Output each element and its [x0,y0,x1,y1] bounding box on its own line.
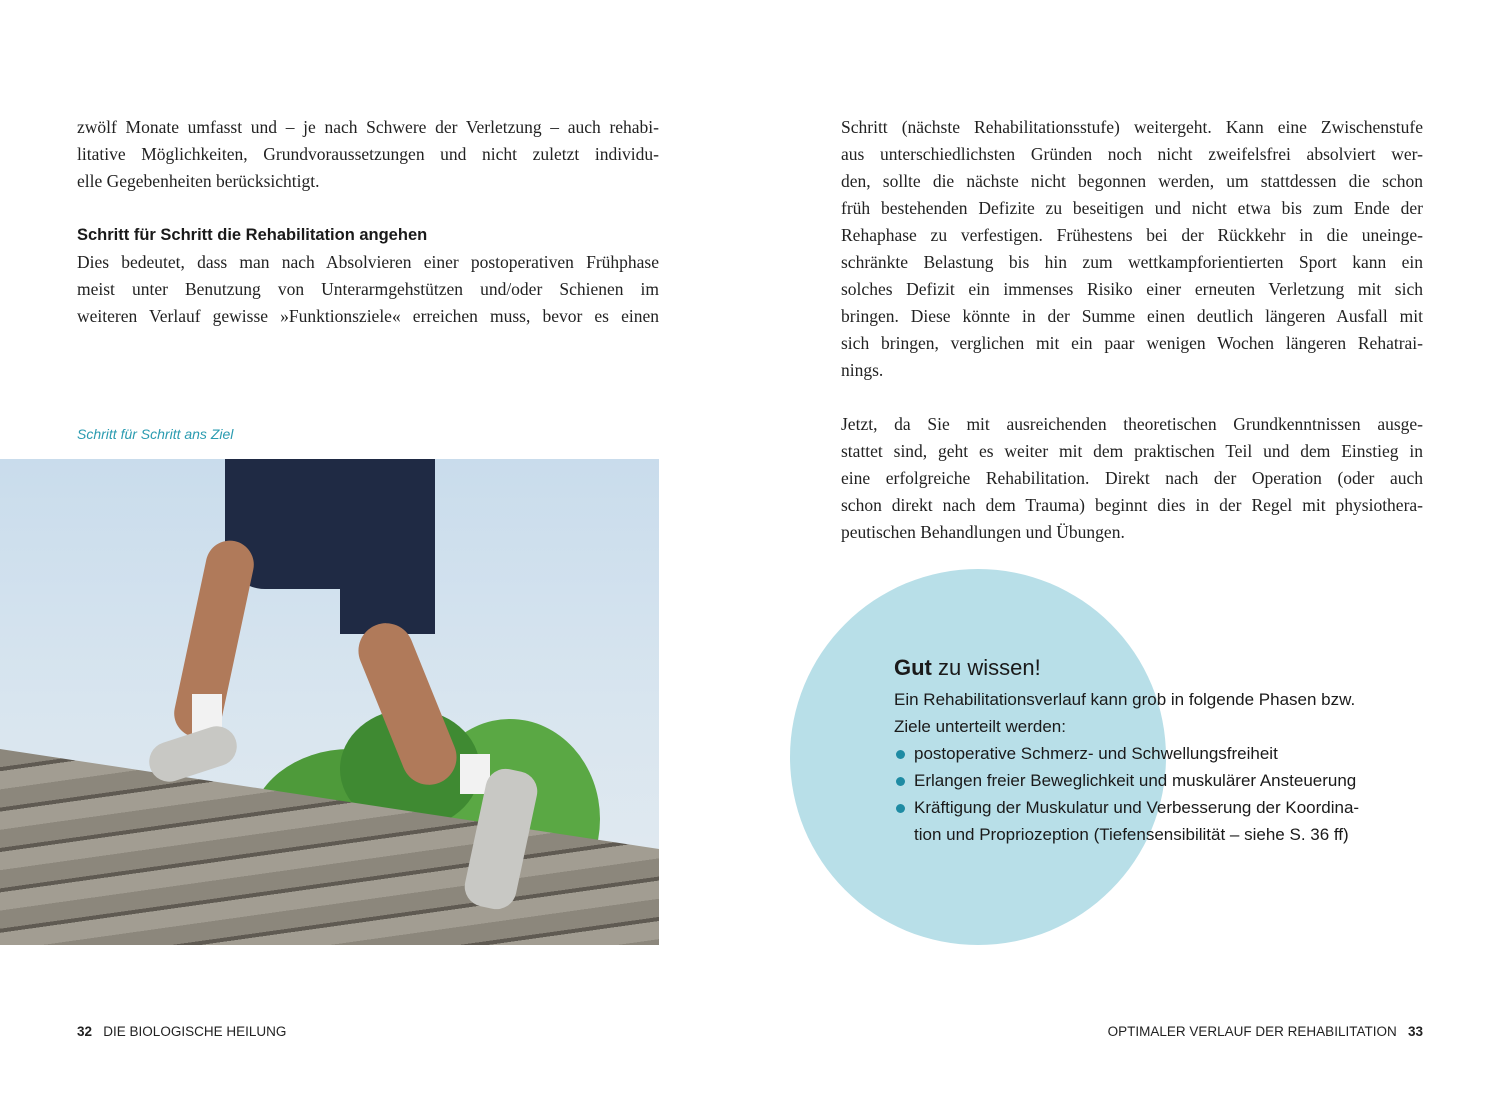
bullet-text: postoperative Schmerz- und Schwellungsfreiheit [914,744,1278,763]
text-line: eine erfolgreiche Rehabilitation. Direkt nach der Operation (oder auch [841,468,1423,488]
text-line: aus unterschiedlichsten Gründen noch nicht zweifelsfrei absolviert wer- [841,144,1423,164]
bullet-dot-icon [896,750,905,759]
text-line: sich bringen, verglichen mit ein paar wenigen Wochen längeren Rehatrai- [841,333,1423,353]
runner-on-stairs-photo [0,459,659,945]
info-box-intro: Ziele unterteilt werden: [894,717,1066,736]
text-line: elle Gegebenheiten berücksichtigt. [77,171,320,191]
bullet-text: Kräftigung der Muskulatur und Verbesserung der Koordina- [914,798,1360,817]
text-line: bringen. Diese könnte in der Summe einen deutlich längeren Ausfall mit [841,306,1423,326]
text-line: Jetzt, da Sie mit ausreichenden theoretischen Grundkenntnissen ausge- [841,414,1423,434]
running-head: DIE BIOLOGISCHE HEILUNG [103,1024,287,1039]
page-number: 33 [1407,1024,1423,1039]
bullet-item [894,767,1359,794]
page-number: 32 [77,1024,93,1039]
bullet-item [894,740,1359,767]
bullet-dot-icon [896,777,905,786]
bullet-text: tion und Propriozeption (Tiefensensibilität – siehe S. 36 ff) [914,825,1349,844]
running-head: OPTIMALER VERLAUF DER REHABILITATION [1107,1024,1397,1039]
bullet-item [894,794,1359,848]
text-line: solches Defizit ein immenses Risiko einer erneuten Verletzung mit sich [841,279,1423,299]
text-line: litative Möglichkeiten, Grundvoraussetzungen und nicht zuletzt individu- [77,144,659,164]
text-line: peutischen Behandlungen und Übungen. [841,522,1125,542]
info-box [894,650,1359,848]
text-line: Dies bedeutet, dass man nach Absolvieren einer postoperativen Frühphase [77,252,659,272]
photo-caption: Schritt für Schritt ans Ziel [77,426,234,442]
left-footer [77,1024,286,1039]
text-line: nings. [841,360,884,380]
text-line: Schritt (nächste Rehabilitationsstufe) weitergeht. Kann eine Zwischenstufe [841,117,1423,137]
text-line: weiteren Verlauf gewisse »Funktionsziele« erreichen muss, bevor es einen [77,306,659,326]
right-footer [1108,1024,1423,1039]
section-heading: Schritt für Schritt die Rehabilitation angehen [77,226,428,244]
text-line: Rehaphase zu verfestigen. Frühestens bei der Rückkehr in die uneinge- [841,225,1423,245]
text-line: schränkte Belastung bis hin zum wettkampforientierten Sport kann ein [841,252,1423,272]
info-box-title-bold: Gut [894,655,932,680]
text-line: zwölf Monate umfasst und – je nach Schwere der Verletzung – auch rehabi- [77,117,659,137]
text-line: meist unter Benutzung von Unterarmgehstützen und/oder Schienen im [77,279,659,299]
text-line: früh bestehenden Defizite zu beseitigen und nicht etwa bis zum Ende der [841,198,1423,218]
bullet-dot-icon [896,804,905,813]
right-page-body [841,114,1423,546]
left-page-body [77,114,659,330]
text-line: schon direkt nach dem Trauma) beginnt dies in der Regel mit physiothera- [841,495,1423,515]
info-box-intro: Ein Rehabilitationsverlauf kann grob in folgende Phasen bzw. [894,690,1356,709]
info-box-title-rest: zu wissen! [931,655,1041,680]
text-line: den, sollte die nächste nicht begonnen werden, um stattdessen die schon [841,171,1423,191]
info-box-title [894,650,1359,686]
bullet-text: Erlangen freier Beweglichkeit und muskulärer Ansteuerung [914,771,1357,790]
text-line: stattet sind, geht es weiter mit dem praktischen Teil und dem Einstieg in [841,441,1423,461]
